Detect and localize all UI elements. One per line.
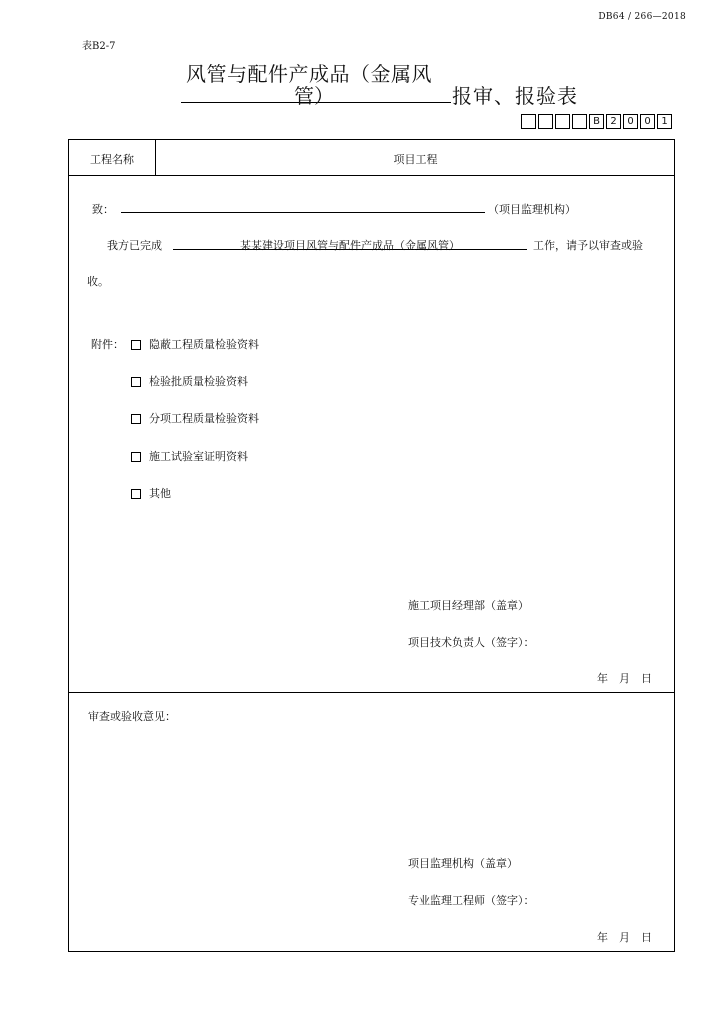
attachment-item[interactable] (131, 373, 248, 389)
code-cell[interactable]: B (589, 114, 604, 129)
title-line-1: 风管与配件产成品（金属风 (186, 62, 432, 86)
supervisor-signature: 专业监理工程师（签字）： (408, 894, 535, 907)
checkbox-icon[interactable] (131, 377, 141, 387)
contractor-dept-seal: 施工项目经理部（盖章） (408, 599, 529, 612)
title-line-2: 管） (294, 84, 334, 108)
checkbox-icon[interactable] (131, 452, 141, 462)
checkbox-icon[interactable] (131, 340, 141, 350)
code-cell[interactable] (521, 114, 536, 129)
completed-work-value[interactable]: 某某建设项目风管与配件产成品（金属风管） (240, 239, 460, 252)
attachment-label: 其他 (149, 487, 171, 500)
attachment-label: 施工试验室证明资料 (149, 450, 248, 463)
code-cell[interactable]: 0 (640, 114, 655, 129)
attachment-item[interactable] (131, 336, 259, 352)
project-name-value[interactable]: 项目工程 (393, 153, 438, 166)
standard-number: DB64 / 266—2018 (598, 12, 686, 22)
attachments-label: 附件： (91, 338, 124, 351)
checkbox-icon[interactable] (131, 489, 141, 499)
code-cell[interactable] (572, 114, 587, 129)
to-suffix: （项目监理机构） (488, 203, 576, 216)
completed-prefix: 我方已完成 (107, 239, 162, 252)
completed-end: 收。 (87, 275, 109, 288)
row-divider-review (68, 692, 675, 693)
checkbox-icon[interactable] (131, 414, 141, 424)
form-frame (68, 139, 675, 952)
code-cell[interactable]: 1 (657, 114, 672, 129)
attachment-label: 检验批质量检验资料 (149, 375, 248, 388)
to-label: 致： (92, 203, 114, 216)
review-opinion-label: 审查或验收意见： (88, 710, 176, 723)
attachment-item[interactable] (131, 410, 259, 426)
code-cell[interactable] (538, 114, 553, 129)
date-contractor: 年 月 日 (597, 672, 652, 685)
attachment-item[interactable] (131, 485, 171, 501)
code-cell[interactable]: 0 (623, 114, 638, 129)
completed-suffix: 工作，请予以审查或验 (533, 239, 643, 252)
row-divider-project (68, 175, 675, 176)
project-name-label: 工程名称 (90, 153, 134, 166)
code-cell[interactable]: 2 (606, 114, 621, 129)
attachment-label: 隐蔽工程质量检验资料 (149, 338, 259, 351)
attachment-label: 分项工程质量检验资料 (149, 412, 259, 425)
to-recipient-blank[interactable] (121, 212, 485, 213)
code-cell[interactable] (555, 114, 570, 129)
date-review: 年 月 日 (597, 931, 652, 944)
attachment-item[interactable] (131, 448, 248, 464)
form-code-boxes (521, 114, 672, 129)
supervision-org-seal: 项目监理机构（盖章） (408, 857, 518, 870)
form-number: 表B2-7 (82, 41, 116, 52)
title-suffix: 报审、报验表 (452, 84, 578, 108)
tech-lead-signature: 项目技术负责人（签字）： (408, 636, 535, 649)
